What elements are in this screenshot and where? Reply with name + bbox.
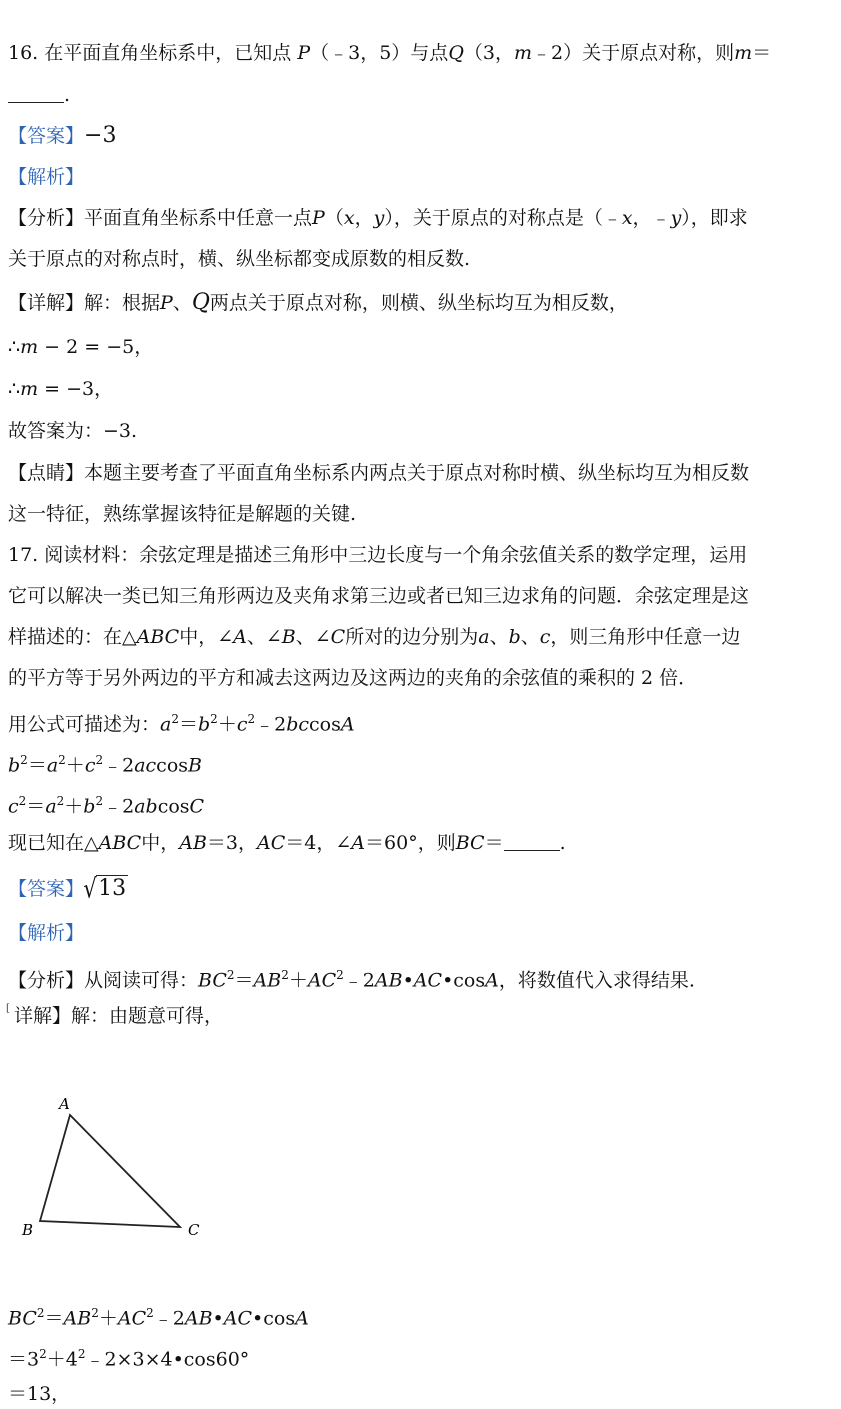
answer-value: −3: [84, 123, 117, 148]
var-ab: ab: [134, 795, 158, 818]
stem-text: 、: [489, 626, 509, 648]
stem-text: 中，: [141, 832, 180, 854]
answer-value: 13: [98, 876, 127, 901]
var-a: a: [478, 626, 490, 648]
var-BC: BC: [455, 832, 485, 854]
var-A: A: [340, 713, 355, 736]
var-x: x: [621, 207, 633, 229]
exponent: 2: [226, 968, 235, 982]
dot: •: [442, 969, 454, 992]
q17-known: [8, 828, 566, 858]
var-bc: bc: [286, 713, 310, 736]
var-ac: ac: [134, 754, 157, 777]
fenxi-text: ），即求: [681, 207, 748, 229]
var-P: P: [297, 42, 311, 64]
minus-two: ﹣2: [255, 713, 287, 736]
q16-step2: [8, 374, 113, 404]
formula-2: [8, 745, 202, 780]
var-b: b: [198, 713, 211, 736]
exponent: 2: [91, 1306, 99, 1320]
stem-text: ＝4，∠: [285, 832, 352, 854]
exponent: 2: [20, 753, 28, 767]
stem-text: 现已知在△: [8, 832, 99, 854]
exponent: 2: [247, 712, 256, 726]
plus: ＋: [288, 969, 308, 992]
var-BC: BC: [198, 969, 227, 992]
exponent: 2: [56, 794, 65, 808]
fenxi-text: ，将数值代入求得结果.: [498, 969, 695, 992]
xiangjie-tag: 【详解】: [8, 292, 85, 314]
exponent: 2: [95, 794, 104, 808]
vertex-label-C: C: [188, 1221, 200, 1239]
formula-3: [8, 786, 204, 821]
var-AB: AB: [374, 969, 403, 992]
dianjing-tag: 【点睛】: [8, 462, 85, 484]
var-P: P: [160, 292, 173, 314]
equals: ＝: [27, 754, 47, 777]
var-AB: AB: [63, 1307, 92, 1330]
dot: •: [212, 1307, 224, 1330]
var-Q: Q: [191, 290, 210, 315]
cos: cos: [263, 1307, 296, 1330]
sqrt-13: [84, 874, 128, 904]
fenxi-tag: 【分析】: [8, 207, 85, 229]
var-AB: AB: [184, 1307, 213, 1330]
var-A: A: [295, 1307, 309, 1330]
period: .: [64, 84, 71, 106]
xiangjie-text: 两点关于原点对称，则横、纵坐标均互为相反数，: [209, 292, 628, 314]
stem-text: 中，∠: [179, 626, 234, 648]
var-b: b: [83, 795, 96, 818]
stem-text: 所对的边分别为: [345, 626, 479, 648]
q16-step1: [8, 332, 153, 362]
q16-answer: [8, 121, 116, 151]
cos: cos: [453, 969, 486, 992]
eq-text: ＋4: [46, 1348, 78, 1371]
triangle-diagram: [10, 1085, 220, 1245]
var-c: c: [236, 713, 248, 736]
q16-xiangjie-line1: [8, 288, 628, 318]
exponent: 2: [171, 712, 179, 726]
exponent: 2: [210, 712, 218, 726]
var-c: c: [84, 754, 96, 777]
q16-analysis-tag: 【解析】: [8, 166, 85, 188]
fenxi-text: ），关于原点的对称点是（﹣: [384, 207, 622, 229]
equals: ＝: [26, 795, 46, 818]
q17-analysis-tag: 【解析】: [8, 922, 85, 944]
var-a: a: [45, 795, 57, 818]
var-m: m: [20, 378, 39, 400]
var-ABC: ABC: [136, 626, 180, 648]
stem-text: （3，: [463, 42, 514, 64]
var-B: B: [281, 626, 296, 648]
answer-value: −3: [103, 420, 132, 442]
exponent: 2: [39, 1347, 47, 1361]
stem-text: ，则三角形中任意一边: [550, 626, 741, 648]
var-AC: AC: [117, 1307, 147, 1330]
plus: ＋: [65, 754, 85, 777]
var-b: b: [508, 626, 521, 648]
q16-dianjing-line1: [8, 458, 749, 488]
step-text: 故答案为：: [8, 420, 104, 442]
var-a: a: [160, 713, 172, 736]
q17-stem-line4: 的平方等于另外两边的平方和减去这两边及这两边的夹角的余弦值的乘积的 2 倍．: [8, 667, 698, 689]
eq-line3: ＝13，: [8, 1383, 71, 1405]
minus-two: ﹣2: [153, 1307, 185, 1330]
eq-line1: [8, 1298, 309, 1333]
stem-text: 样描述的：在△: [8, 626, 137, 648]
dot: •: [252, 1307, 264, 1330]
var-m: m: [20, 336, 39, 358]
var-C: C: [330, 626, 346, 648]
stem-text: （﹣3，5）与点: [310, 42, 449, 64]
q16-fenxi-line1: [8, 203, 748, 233]
equals: ＝: [178, 713, 198, 736]
var-AC: AC: [307, 969, 337, 992]
fenxi-text: ，﹣: [632, 207, 671, 229]
q16-stem-line1: [8, 38, 771, 68]
stem-text: 、: [520, 626, 540, 648]
stem-text: ＝: [484, 832, 504, 854]
var-C: C: [189, 795, 205, 818]
var-A: A: [351, 832, 366, 854]
minus-two: ﹣2: [103, 795, 135, 818]
stem-text: ﹣2）关于原点对称，则: [532, 42, 735, 64]
var-m: m: [734, 42, 753, 64]
q16-step3: [8, 416, 137, 446]
var-b: b: [8, 754, 21, 777]
fenxi-text: 平面直角坐标系中任意一点: [84, 207, 313, 229]
var-ABC: ABC: [98, 832, 142, 854]
var-AC: AC: [257, 832, 286, 854]
triangle-shape: [40, 1115, 180, 1227]
vertex-label-A: A: [59, 1095, 70, 1113]
minus-two: ﹣2: [103, 754, 135, 777]
q17-stem-line2: 它可以解决一类已知三角形两边及夹角求第三边或者已知三边求角的问题．余弦定理是这: [8, 585, 750, 607]
var-AB: AB: [253, 969, 282, 992]
plus: ＋: [64, 795, 84, 818]
var-A: A: [485, 969, 499, 992]
period: .: [559, 832, 566, 854]
var-AC: AC: [223, 1307, 253, 1330]
answer-blank: [504, 832, 560, 851]
question-number: 16.: [8, 42, 39, 64]
equals: ＝: [234, 969, 254, 992]
plus: ＋: [217, 713, 237, 736]
cos: cos: [156, 754, 189, 777]
xiangjie-text: 、: [172, 292, 192, 314]
q17-answer: [8, 874, 128, 904]
answer-tag: 【答案】: [8, 125, 85, 147]
exponent: 2: [18, 794, 27, 808]
q17-xiangjie: 详解】解：由题意可得，: [14, 1005, 224, 1027]
vertex-label-B: B: [22, 1221, 34, 1239]
var-c: c: [539, 626, 551, 648]
exponent: 2: [77, 1347, 86, 1361]
exponent: 2: [281, 968, 289, 982]
eq-text: ＝3: [8, 1348, 40, 1371]
eq-text: ﹣2×3×4•cos60°: [85, 1348, 250, 1371]
var-Q: Q: [448, 42, 464, 64]
var-P: P: [312, 207, 325, 229]
fenxi-tag: 【分析】: [8, 969, 85, 992]
var-x: x: [343, 207, 355, 229]
q16-fenxi-line2: 关于原点的对称点时，横、纵坐标都变成原数的相反数.: [8, 248, 471, 270]
exponent: 2: [58, 753, 66, 767]
stem-text: ＝60°，则: [365, 832, 456, 854]
dot: •: [402, 969, 414, 992]
formula-1: [8, 704, 355, 739]
exponent: 2: [95, 753, 104, 767]
therefore-symbol: ∴: [8, 378, 21, 400]
dianjing-text: 本题主要考查了平面直角坐标系内两点关于原点对称时横、纵坐标均互为相反数: [84, 462, 750, 484]
answer-blank: [8, 84, 64, 103]
stem-text: 在平面直角坐标系中，已知点: [44, 42, 292, 64]
minus-two: ﹣2: [343, 969, 375, 992]
q17-fenxi: [8, 960, 695, 995]
xiangjie-text: 解：根据: [84, 292, 161, 314]
exponent: 2: [146, 1306, 154, 1320]
var-y: y: [670, 207, 682, 229]
var-AC: AC: [413, 969, 443, 992]
fenxi-text: （: [324, 207, 344, 229]
therefore-symbol: ∴: [8, 336, 21, 358]
var-a: a: [46, 754, 59, 777]
fenxi-text: ，: [354, 207, 374, 229]
corner-mark: [: [6, 1003, 10, 1014]
eq-line2: [8, 1339, 249, 1374]
step-text: − 2 = −5，: [38, 336, 154, 358]
q17-stem-line3: [8, 622, 740, 652]
formula-intro: 用公式可描述为：: [8, 713, 161, 736]
cos: cos: [309, 713, 341, 736]
q16-dianjing-line2: 这一特征，熟练掌握该特征是解题的关键.: [8, 503, 357, 525]
plus: ＋: [98, 1307, 118, 1330]
equals: ＝: [44, 1307, 64, 1330]
stem-text: ＝3，: [206, 832, 257, 854]
var-BC: BC: [8, 1307, 37, 1330]
stem-text: 、∠: [246, 626, 282, 648]
var-B: B: [188, 754, 202, 777]
stem-text: 、∠: [295, 626, 331, 648]
stem-text: ＝: [752, 42, 772, 64]
answer-tag: 【答案】: [8, 878, 85, 900]
var-y: y: [373, 207, 385, 229]
exponent: 2: [36, 1306, 45, 1320]
q16-stem-line2: [8, 80, 70, 110]
radical-sign: √: [83, 873, 97, 905]
q17-stem-line1: 17. 阅读材料：余弦定理是描述三角形中三边长度与一个角余弦值关系的数学定理，运用: [8, 544, 748, 566]
cos: cos: [157, 795, 190, 818]
var-A: A: [233, 626, 247, 648]
var-AB: AB: [179, 832, 207, 854]
fenxi-text: 从阅读可得：: [84, 969, 199, 992]
var-c: c: [8, 795, 19, 818]
var-m: m: [513, 42, 533, 64]
exponent: 2: [336, 968, 344, 982]
period: .: [131, 420, 138, 442]
step-text: = −3，: [38, 378, 114, 400]
